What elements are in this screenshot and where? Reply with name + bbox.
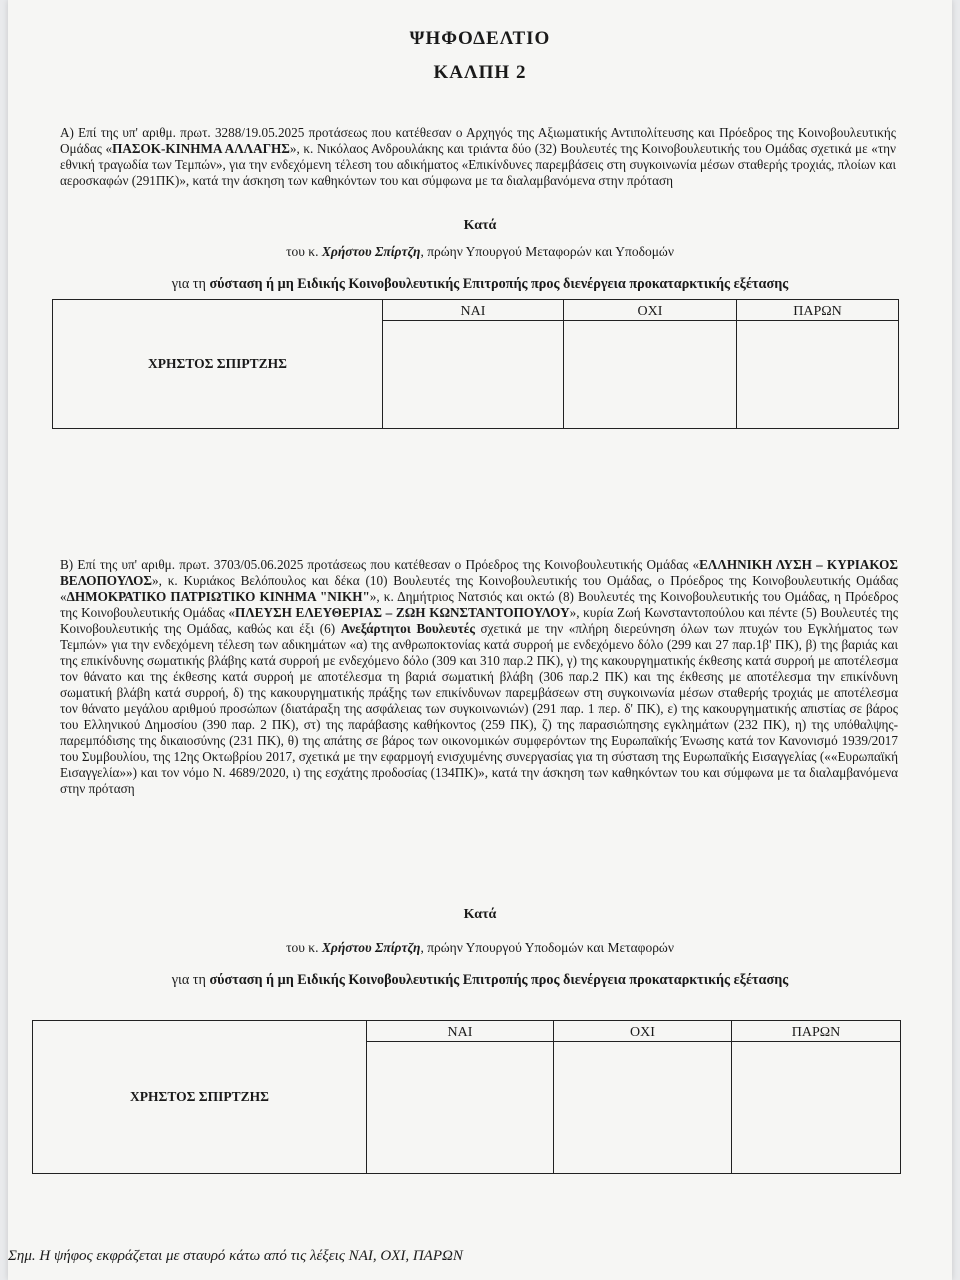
party-name: ΠΛΕΥΣΗ ΕΛΕΥΘΕΡΙΑΣ – ΖΩΗ ΚΩΝΣΤΑΝΤΟΠΟΥΛΟΥ (234, 605, 570, 620)
ballot-title: ΨΗΦΟΔΕΛΤΙΟ (409, 28, 551, 49)
section-a-against: του κ. Χρήστου Σπίρτζη, πρώην Υπουργού Μεταφορών και Υποδομών (286, 244, 674, 259)
ballot-sheet (8, 0, 952, 1280)
column-present: ΠΑΡΩΝ (737, 300, 899, 321)
vote-box-no[interactable] (564, 321, 737, 429)
column-yes: ΝΑΙ (383, 300, 564, 321)
vote-box-present[interactable] (737, 321, 899, 429)
minister-name: Χρήστου Σπίρτζη (321, 244, 421, 259)
column-no: ΟΧΙ (564, 300, 737, 321)
section-b-kata: Κατά (463, 907, 497, 922)
independent-mps: Ανεξάρτητοι Βουλευτές (340, 621, 475, 636)
section-a-kata: Κατά (463, 218, 497, 233)
voting-note: Σημ. Η ψήφος εκφράζεται με σταυρό κάτω από τις λέξεις ΝΑΙ, ΟΧΙ, ΠΑΡΩΝ (8, 1248, 463, 1264)
section-b-against: του κ. Χρήστου Σπίρτζη, πρώην Υπουργού Υποδομών και Μεταφορών (286, 940, 674, 955)
vote-box-no[interactable] (554, 1042, 732, 1174)
vote-box-present[interactable] (732, 1042, 901, 1174)
party-name: ΔΗΜΟΚΡΑΤΙΚΟ ΠΑΤΡΙΩΤΙΚΟ ΚΙΝΗΜΑ "ΝΙΚΗ" (66, 589, 370, 604)
column-no: ΟΧΙ (554, 1021, 732, 1042)
party-name: ΕΛΛΗΝΙΚΗ ΛΥΣΗ – ΚΥΡΙΑΚΟΣ ΒΕΛΟΠΟΥΛΟΣ (60, 557, 898, 588)
section-a-vote-table (52, 299, 899, 429)
column-yes: ΝΑΙ (367, 1021, 554, 1042)
minister-name: Χρήστου Σπίρτζη (321, 940, 421, 955)
section-a-text: Α) Επί της υπ' αριθμ. πρωτ. 3288/19.05.2025 προτάσεως που κατέθεσαν ο Αρχηγός της Αξιωματικής Αντιπολίτευσης και Πρόεδρος της Κοινοβουλευτικής Ομάδας «ΠΑΣΟΚ-ΚΙΝΗΜΑ ΑΛΛΑΓΗΣ», κ. Νικόλαος Ανδρουλάκης και τριάντα δύο (32) Βουλευτές της Κοινοβουλευτικής του Ομάδας σχετικά με «την εθνική τραγωδία των Τεμπών», για την ενδεχόμενη τέλεση του αδικήματος «Επικίνδυνες παρεμβάσεις στη συγκοινωνία μέσων σταθερής τροχιάς, πλοίων και αεροσκαφών (291ΠΚ)», κατά την άσκηση των καθηκόντων του και σύμφωνα με τα διαλαμβανόμενα στην πρόταση (60, 125, 897, 188)
vote-box-yes[interactable] (383, 321, 564, 429)
column-present: ΠΑΡΩΝ (732, 1021, 901, 1042)
party-name: ΠΑΣΟΚ-ΚΙΝΗΜΑ ΑΛΛΑΓΗΣ (112, 141, 290, 156)
vote-box-yes[interactable] (367, 1042, 554, 1174)
candidate-name: ΧΡΗΣΤΟΣ ΣΠΙΡΤΖΗΣ (53, 300, 383, 429)
section-b-vote-table (32, 1020, 901, 1174)
section-b-text: Β) Επί της υπ' αριθμ. πρωτ. 3703/05.06.2025 προτάσεως που κατέθεσαν ο Πρόεδρος της Κοινοβουλευτικής Ομάδας «ΕΛΛΗΝΙΚΗ ΛΥΣΗ – ΚΥΡΙΑΚΟΣ ΒΕΛΟΠΟΥΛΟΣ», κ. Κυριάκος Βελόπουλος και δέκα (10) Βουλευτές της Κοινοβουλευτικής του Ομάδας, ο Πρόεδρος της Κοινοβουλευτικής Ομάδας «ΔΗΜΟΚΡΑΤΙΚΟ ΠΑΤΡΙΩΤΙΚΟ ΚΙΝΗΜΑ "ΝΙΚΗ"», κ. Δημήτριος Νατσιός και οκτώ (8) Βουλευτές της Κοινοβουλευτικής του Ομάδας, η Πρόεδρος της Κοινοβουλευτικής Ομάδας «ΠΛΕΥΣΗ ΕΛΕΥΘΕΡΙΑΣ – ΖΩΗ ΚΩΝΣΤΑΝΤΟΠΟΥΛΟΥ», κυρία Ζωή Κωνσταντοπούλου και πέντε (5) Βουλευτές της Κοινοβουλευτικής της Ομάδας, καθώς και έξι (6) Ανεξάρτητοι Βουλευτές σχετικά με την «πλήρη διερεύνηση όλων των πτυχών του Εγκλήματος των Τεμπών» για την ενδεχόμενη τέλεση των αδικημάτων «α) της ανθρωποκτονίας κατά συρροή με ενδεχόμενο δόλο (299 και 27 παρ.1β' ΠΚ), β) της βαριάς και της επικίνδυνης σωματικής βλάβης κατά συρροή με ενδεχόμενο δόλο (309 και 310 παρ.2 ΠΚ), γ) της κακουργηματικής έκθεσης κατά συρροή με αποτέλεσμα τον θάνατο και της έκθεσης κατά συρροή με αποτέλεσμα τη βαριά σωματική βλάβη (306 παρ.2 ΠΚ) και της έκθεσης με αποτέλεσμα την επικίνδυνη σωματική βλάβη κατά συρροή, δ) της κακουργηματικής πράξης των επικίνδυνων παρεμβάσεων στη συγκοινωνία μέσων σταθερής τροχιάς με αποτέλεσμα τον θάνατο μεγάλου αριθμού προσώπων (διατάραξη της ασφάλειας των συγκοινωνιών) (291 παρ. 1 περ. δ' ΠΚ), ε) της κακουργηματικής απιστίας σε βάρος του Ελληνικού Δημοσίου (390 παρ. 2 ΠΚ), στ) της παράβασης καθήκοντος (259 ΠΚ), ζ) της παρασιώπησης εγκλημάτων (232 ΠΚ), η) της υπόθαλψης-παρεμπόδισης της δικαιοσύνης (231 ΠΚ), θ) της απάτης σε βάρος των οικονομικών συμφερόντων της Ευρωπαϊκής Ένωσης κατά τον Κανονισμό 1939/2017 του Συμβουλίου, της 12ης Οκτωβρίου 2017, σχετικά με την εφαρμογή ενισχυμένης συνεργασίας για τη σύσταση της Ευρωπαϊκής Εισαγγελίας (««Ευρωπαϊκή Εισαγγελία»») και τον νόμο Ν. 4689/2020, ι) της εσχάτης προδοσίας (134ΠΚ)», κατά την άσκηση των καθηκόντων του και σύμφωνα με τα διαλαμβανόμενα στην πρόταση (60, 557, 898, 796)
candidate-name: ΧΡΗΣΤΟΣ ΣΠΙΡΤΖΗΣ (33, 1021, 367, 1174)
section-a-committee: για τη σύσταση ή μη Ειδικής Κοινοβουλευτικής Επιτροπής προς διενέργεια προκαταρκτικής εξέτασης (171, 276, 789, 292)
section-b-committee: για τη σύσταση ή μη Ειδικής Κοινοβουλευτικής Επιτροπής προς διενέργεια προκαταρκτικής εξέτασης (171, 972, 789, 988)
ballot-box-number: ΚΑΛΠΗ 2 (433, 62, 527, 83)
